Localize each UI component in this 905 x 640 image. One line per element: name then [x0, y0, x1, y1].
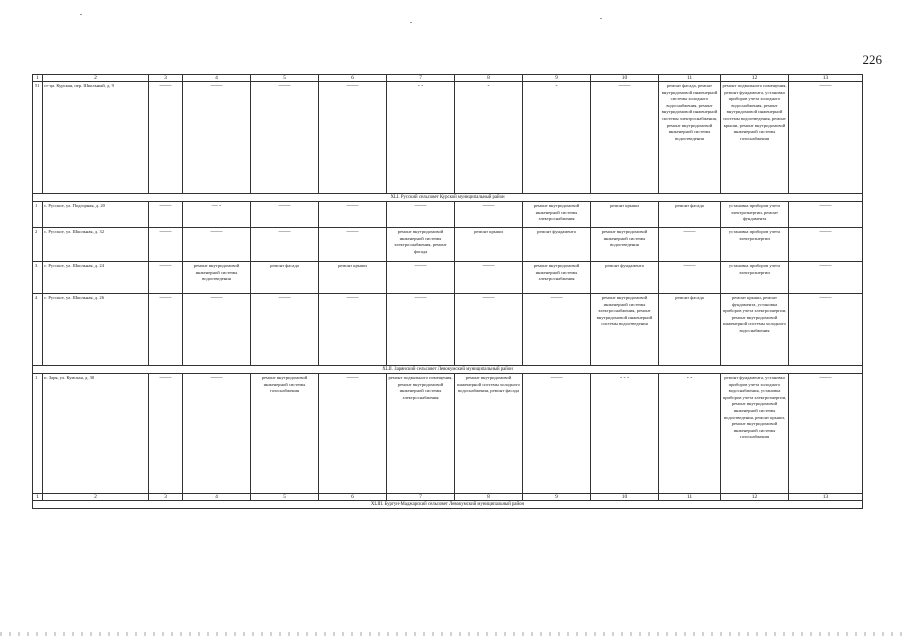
work-cell: ——	[183, 228, 251, 262]
work-cell: ——	[319, 82, 387, 194]
work-cell: ——	[789, 228, 863, 262]
column-number-cell: 4	[183, 494, 251, 501]
table-row	[33, 374, 863, 494]
work-cell: ——	[183, 374, 251, 494]
section-row	[33, 194, 863, 202]
document-table	[32, 74, 863, 509]
scan-noise	[0, 632, 905, 636]
row-number-cell: 3	[33, 262, 43, 294]
column-number-cell: 8	[455, 75, 523, 82]
work-cell: ремонт фундамента	[523, 228, 591, 262]
work-cell: ——	[455, 202, 523, 228]
section-title: XLIII. Бургун-Маджарский сельсовет Левокумский муниципальный район	[33, 501, 863, 509]
section-row	[33, 501, 863, 509]
section-row	[33, 366, 863, 374]
table-row	[33, 202, 863, 228]
work-cell: ремонт внутридомовой инженерной системы электроснабжения	[523, 202, 591, 228]
work-cell: ——	[319, 374, 387, 494]
work-cell: ——	[789, 82, 863, 194]
work-cell: ——	[789, 262, 863, 294]
work-cell: ——	[251, 228, 319, 262]
work-cell: ——	[251, 82, 319, 194]
work-cell: ремонт внутридомовой инженерной системы электроснабжения	[523, 262, 591, 294]
table-row	[33, 262, 863, 294]
column-number-row	[33, 75, 863, 82]
column-number-cell: 11	[659, 494, 721, 501]
column-number-cell: 6	[319, 494, 387, 501]
column-number-cell: 13	[789, 75, 863, 82]
work-cell: ремонт крыши	[455, 228, 523, 262]
column-number-cell: 7	[387, 75, 455, 82]
work-cell: ——	[789, 202, 863, 228]
row-number-cell: 1	[33, 374, 43, 494]
scan-speck	[600, 18, 602, 19]
work-cell: ——	[659, 228, 721, 262]
work-cell: ремонт фасада, ремонт внутридомовой инженерной системы холодного водоснабжения, ремонт внутридомовой инженерной системы электроснабжения, ремонт внутридомовой инженерной системы водоотведения	[659, 82, 721, 194]
column-number-cell: 9	[523, 494, 591, 501]
table-row	[33, 82, 863, 194]
column-number-cell: 2	[43, 75, 149, 82]
work-cell: ——	[789, 294, 863, 366]
work-cell: ремонт крыши, ремонт фундамента, установка приборов учета электроэнергии, ремонт внутридомовой инженерной системы холодного водоснабжения	[721, 294, 789, 366]
scan-speck	[80, 14, 82, 15]
work-cell: ремонт внутридомовой инженерной системы электроснабжения, ремонт фасада	[387, 228, 455, 262]
row-number-cell: 1	[33, 202, 43, 228]
table-row	[33, 294, 863, 366]
work-cell: ремонт подвального помещения, ремонт фундамента, установка приборов учета холодного водоснабжения, ремонт внутридомовой инженерной системы водоотведения, ремонт крыши, ремонт внутридомовой инженерной системы газоснабжения	[721, 82, 789, 194]
scan-speck	[410, 22, 412, 23]
section-title: XLII. Зарянский сельсовет Левокумский муниципальный район	[33, 366, 863, 374]
work-cell: - -	[387, 82, 455, 194]
page-number: 226	[862, 52, 882, 67]
work-cell: ——	[149, 294, 183, 366]
column-number-cell: 12	[721, 494, 789, 501]
work-cell: ——	[149, 262, 183, 294]
work-cell: ремонт внутридомовой инженерной системы электроснабжения, ремонт внутридомовой инженерной системы водоотведения	[591, 294, 659, 366]
work-cell: установка приборов учета электроэнергии, ремонт фундамента	[721, 202, 789, 228]
work-cell: ——	[387, 262, 455, 294]
column-number-cell: 5	[251, 494, 319, 501]
column-number-cell: 3	[149, 75, 183, 82]
row-number-cell: 2	[33, 228, 43, 262]
work-cell: ремонт внутридомовой инженерной системы газоснабжения	[251, 374, 319, 494]
work-cell: ремонт внутридомовой инженерной системы водоотведения	[183, 262, 251, 294]
address-cell: с. Русское, ул. Подгорная, д. 20	[43, 202, 149, 228]
work-cell: - -	[659, 374, 721, 494]
work-cell: ——	[149, 202, 183, 228]
column-number-cell: 13	[789, 494, 863, 501]
work-cell: - - -	[591, 374, 659, 494]
work-cell: ——	[251, 294, 319, 366]
column-number-row	[33, 494, 863, 501]
work-cell: ——	[319, 228, 387, 262]
work-cell: -	[455, 82, 523, 194]
work-cell: ремонт крыши	[319, 262, 387, 294]
work-cell: ——	[149, 82, 183, 194]
column-number-cell: 1	[33, 75, 43, 82]
work-cell: ——	[659, 262, 721, 294]
work-cell: ремонт внутридомовой инженерной системы холодного водоснабжения, ремонт фасада	[455, 374, 523, 494]
table-row	[33, 228, 863, 262]
column-number-cell: 12	[721, 75, 789, 82]
work-cell: ——	[387, 202, 455, 228]
address-cell: п. Заря, ул. Кумская, д. 30	[43, 374, 149, 494]
section-title: XLI. Русский сельсовет Курской муниципальный район	[33, 194, 863, 202]
column-number-cell: 10	[591, 75, 659, 82]
work-cell: ремонт фасада	[251, 262, 319, 294]
work-cell: ремонт фундамента, установка приборов учета холодного водоснабжения, установка приборов учета электроэнергии, ремонт внутридомовой инженерной системы водоотведения, ремонт крыши, ремонт внутридомовой инженерной системы газоснабжения	[721, 374, 789, 494]
work-cell: ——	[455, 294, 523, 366]
work-cell: ремонт подвального помещения, ремонт внутридомовой инженерной системы электроснабжения	[387, 374, 455, 494]
work-cell: ——	[523, 374, 591, 494]
column-number-cell: 10	[591, 494, 659, 501]
column-number-cell: 2	[43, 494, 149, 501]
work-cell: ——	[251, 202, 319, 228]
row-number-cell: 4	[33, 294, 43, 366]
address-cell: ст-ца. Курская, пер. Школьный, д. 9	[43, 82, 149, 194]
work-cell: ——	[183, 294, 251, 366]
address-cell: с. Русское, ул. Школьная, д. 32	[43, 228, 149, 262]
work-cell: ремонт внутридомовой инженерной системы водоотведения	[591, 228, 659, 262]
work-cell: ——	[523, 294, 591, 366]
work-cell: ——	[183, 82, 251, 194]
work-cell: ——	[789, 374, 863, 494]
work-cell: ——	[319, 202, 387, 228]
address-cell: с. Русское, ул. Школьная, д. 24	[43, 262, 149, 294]
column-number-cell: 5	[251, 75, 319, 82]
work-cell: ——	[455, 262, 523, 294]
work-cell: ремонт фасада	[659, 294, 721, 366]
work-cell: -	[523, 82, 591, 194]
work-cell: ——	[149, 228, 183, 262]
column-number-cell: 3	[149, 494, 183, 501]
column-number-cell: 8	[455, 494, 523, 501]
column-number-cell: 11	[659, 75, 721, 82]
work-cell: ——	[387, 294, 455, 366]
row-number-cell: 51	[33, 82, 43, 194]
column-number-cell: 1	[33, 494, 43, 501]
work-cell: установка приборов учета электроэнергии	[721, 228, 789, 262]
column-number-cell: 9	[523, 75, 591, 82]
column-number-cell: 6	[319, 75, 387, 82]
work-cell: — -	[183, 202, 251, 228]
column-number-cell: 4	[183, 75, 251, 82]
work-cell: ремонт фасада	[659, 202, 721, 228]
address-cell: с. Русское, ул. Школьная, д. 26	[43, 294, 149, 366]
work-cell: ремонт крыши	[591, 202, 659, 228]
column-number-cell: 7	[387, 494, 455, 501]
work-cell: ——	[591, 82, 659, 194]
work-cell: ремонт фундамента	[591, 262, 659, 294]
work-cell: ——	[319, 294, 387, 366]
work-cell: ——	[149, 374, 183, 494]
work-cell: установка приборов учета электроэнергии	[721, 262, 789, 294]
